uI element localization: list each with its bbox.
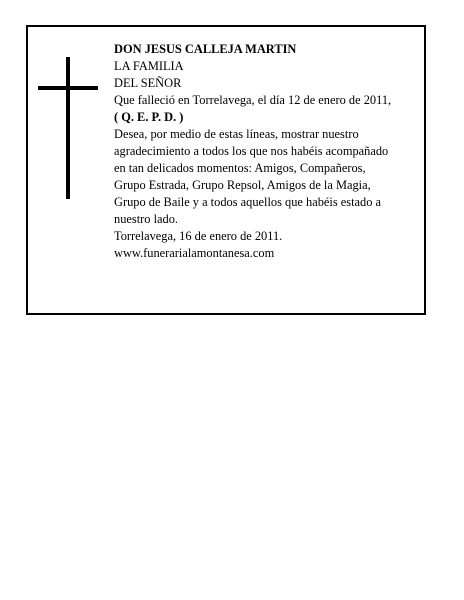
family-line: LA FAMILIA xyxy=(114,59,184,73)
cross-vertical-bar xyxy=(66,57,70,199)
deceased-name: DON JESUS CALLEJA MARTIN xyxy=(114,42,297,56)
message-line: nuestro lado. xyxy=(114,212,179,226)
place-date: Torrelavega, 16 de enero de 2011. xyxy=(114,229,283,243)
cross-horizontal-bar xyxy=(38,86,98,90)
notice-text xyxy=(114,41,420,262)
obituary-notice xyxy=(26,25,426,315)
of-line: DEL SEÑOR xyxy=(114,76,182,90)
death-line: Que falleció en Torrelavega, el día 12 de enero de 2011, xyxy=(114,93,392,107)
message-line: en tan delicados momentos: Amigos, Compañeros, xyxy=(114,161,366,175)
message-line: Grupo Estrada, Grupo Repsol, Amigos de la Magia, xyxy=(114,178,371,192)
website-link[interactable]: www.funerarialamontanesa.com xyxy=(114,246,275,260)
rip-line: ( Q. E. P. D. ) xyxy=(114,110,184,124)
cross-icon xyxy=(38,57,98,199)
message-line: Desea, por medio de estas líneas, mostrar nuestro xyxy=(114,127,359,141)
message-line: Grupo de Baile y a todos aquellos que habéis estado a xyxy=(114,195,382,209)
message-line: agradecimiento a todos los que nos habéis acompañado xyxy=(114,144,389,158)
